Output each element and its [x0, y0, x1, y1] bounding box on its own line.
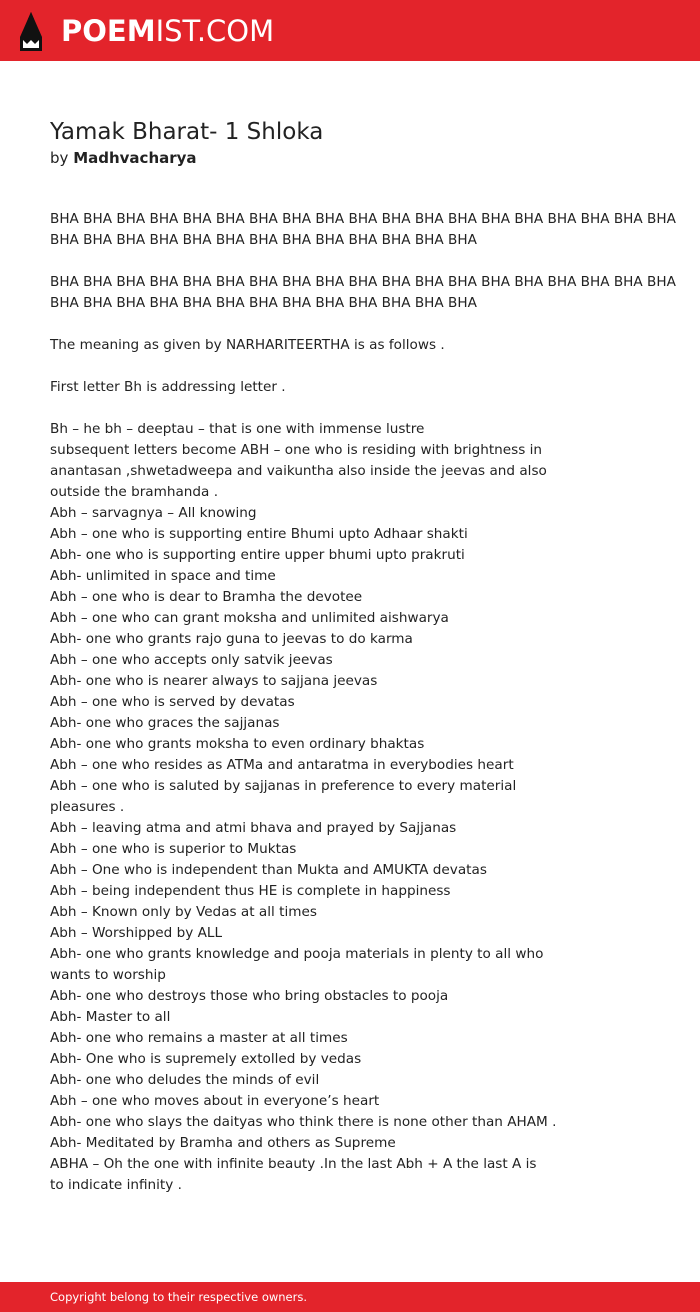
- poem-line: Abh – one who is dear to Bramha the devotee: [50, 589, 363, 605]
- poem-line: BHA BHA BHA BHA BHA BHA BHA BHA BHA BHA BHA BHA BHA: [50, 232, 477, 248]
- poem-line: Abh- unlimited in space and time: [50, 568, 276, 584]
- site-logo[interactable]: [18, 10, 274, 52]
- poem-line: Abh – Known only by Vedas at all times: [50, 904, 317, 920]
- poem-line: Abh – one who is supporting entire Bhumi upto Adhaar shakti: [50, 526, 468, 542]
- poem-line: Abh- one who grants rajo guna to jeevas to do karma: [50, 631, 413, 647]
- poem-line: Bh – he bh – deeptau – that is one with immense lustre: [50, 421, 425, 437]
- poem-line: Abh – being independent thus HE is complete in happiness: [50, 883, 451, 899]
- poem-line: to indicate infinity .: [50, 1177, 182, 1193]
- logo-text-bold: POEM: [61, 13, 156, 48]
- byline: [50, 148, 690, 168]
- poem-line: Abh- one who is nearer always to sajjana jeevas: [50, 673, 378, 689]
- poem-line: Abh- one who remains a master at all times: [50, 1030, 348, 1046]
- poem-line: Abh- one who is supporting entire upper bhumi upto prakruti: [50, 547, 465, 563]
- poem-line: Abh- Meditated by Bramha and others as Supreme: [50, 1135, 396, 1151]
- stanza-break: [50, 251, 690, 272]
- poem-line: BHA BHA BHA BHA BHA BHA BHA BHA BHA BHA BHA BHA BHA: [50, 295, 477, 311]
- poem-line: Abh – one who is served by devatas: [50, 694, 295, 710]
- pencil-logo-icon: [18, 10, 44, 52]
- author-link[interactable]: Madhvacharya: [73, 149, 197, 167]
- poem-line: Abh- one who graces the sajjanas: [50, 715, 280, 731]
- poem-line: BHA BHA BHA BHA BHA BHA BHA BHA BHA BHA BHA BHA BHA BHA BHA BHA BHA BHA BHA: [50, 211, 676, 227]
- stanza-break: [50, 398, 690, 419]
- site-header: [0, 0, 700, 61]
- poem-line: Abh- one who deludes the minds of evil: [50, 1072, 320, 1088]
- poem-line: Abh – one who is saluted by sajjanas in preference to every material: [50, 778, 517, 794]
- poem-line: Abh – one who is superior to Muktas: [50, 841, 297, 857]
- poem-body: [50, 209, 690, 1196]
- poem-title: Yamak Bharat- 1 Shloka: [50, 119, 324, 145]
- poem-line: Abh – one who can grant moksha and unlimited aishwarya: [50, 610, 449, 626]
- poem-line: Abh- one who grants knowledge and pooja materials in plenty to all who: [50, 946, 544, 962]
- copyright-text: Copyright belong to their respective owners.: [50, 1290, 308, 1304]
- stanza-break: [50, 356, 690, 377]
- poem-line: Abh – leaving atma and atmi bhava and prayed by Sajjanas: [50, 820, 457, 836]
- poem-line: pleasures .: [50, 799, 125, 815]
- poem-line: Abh – Worshipped by ALL: [50, 925, 223, 941]
- by-label: by: [50, 149, 69, 167]
- poem-line: subsequent letters become ABH – one who is residing with brightness in: [50, 442, 543, 458]
- poem-line: outside the bramhanda .: [50, 484, 219, 500]
- stanza-break: [50, 314, 690, 335]
- poem-line: Abh- Master to all: [50, 1009, 171, 1025]
- poem-container: [50, 117, 690, 1196]
- poem-line: Abh- one who slays the daityas who think there is none other than AHAM .: [50, 1114, 557, 1130]
- poem-line: Abh – One who is independent than Mukta and AMUKTA devatas: [50, 862, 487, 878]
- site-footer: [0, 1282, 700, 1312]
- poem-line: wants to worship: [50, 967, 166, 983]
- poem-line: anantasan ,shwetadweepa and vaikuntha also inside the jeevas and also: [50, 463, 547, 479]
- poem-line: Abh- one who destroys those who bring obstacles to pooja: [50, 988, 449, 1004]
- poem-line: The meaning as given by NARHARITEERTHA is as follows .: [50, 337, 445, 353]
- poem-line: Abh – sarvagnya – All knowing: [50, 505, 257, 521]
- poem-line: Abh – one who resides as ATMa and antaratma in everybodies heart: [50, 757, 514, 773]
- poem-line: Abh – one who accepts only satvik jeevas: [50, 652, 333, 668]
- poem-line: Abh – one who moves about in everyone’s heart: [50, 1093, 380, 1109]
- poem-line: First letter Bh is addressing letter .: [50, 379, 286, 395]
- poem-line: Abh- one who grants moksha to even ordinary bhaktas: [50, 736, 425, 752]
- poem-line: ABHA – Oh the one with infinite beauty .In the last Abh + A the last A is: [50, 1156, 537, 1172]
- logo-wordmark: [61, 13, 275, 48]
- poem-line: Abh- One who is supremely extolled by vedas: [50, 1051, 362, 1067]
- logo-text-light: IST.COM: [155, 13, 275, 48]
- poem-line: BHA BHA BHA BHA BHA BHA BHA BHA BHA BHA BHA BHA BHA BHA BHA BHA BHA BHA BHA: [50, 274, 676, 290]
